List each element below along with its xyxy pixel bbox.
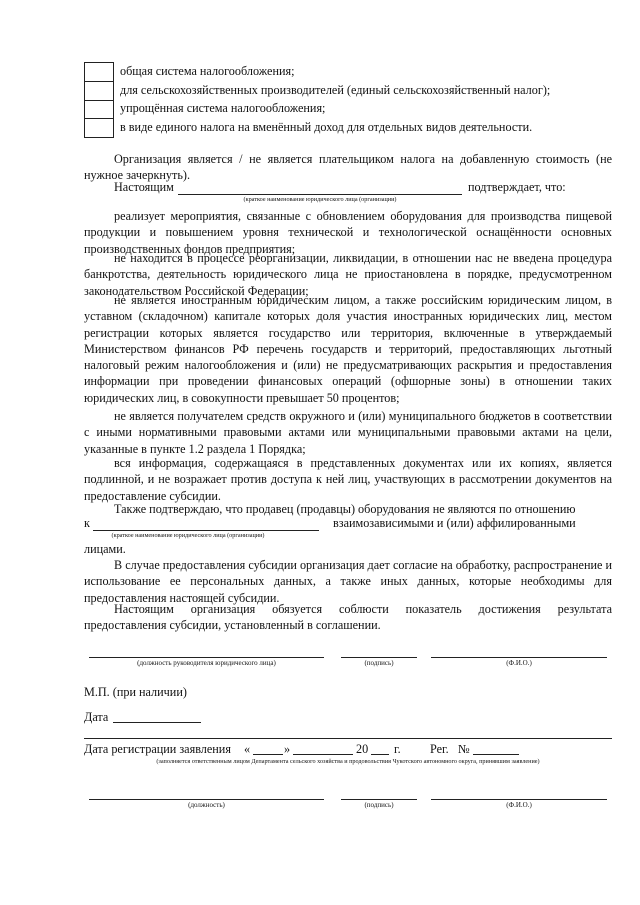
seller-suffix: взаимозависимыми и (или) аффилированными: [333, 516, 576, 530]
organization-name-field[interactable]: [178, 180, 462, 195]
registration-reg-label: Рег.: [430, 742, 449, 756]
seller-name-field[interactable]: [93, 516, 319, 531]
registration-year-suffix: г.: [394, 742, 401, 756]
paragraph-obligation: Настоящим организация обязуется соблюсти показатель достижения результата предоставления субсидии, установленный в соглашении.: [84, 602, 612, 633]
seller-prefix: к: [84, 516, 90, 530]
officer-signature-caption: (подпись): [364, 801, 394, 809]
date-field[interactable]: [113, 709, 201, 723]
tax-option-label-3: упрощённая система налогообложения;: [120, 101, 326, 115]
paragraph-modernization: реализует мероприятия, связанные с обновлением оборудования для производства пищевой продукции и повышением уровня технической и технологической оснащённости основных производственных фондов предприятия;: [84, 209, 612, 256]
registration-open-quote: «: [244, 742, 251, 756]
tax-option-checkbox-3[interactable]: [84, 100, 114, 120]
officer-name-field[interactable]: [431, 787, 607, 800]
registration-number-field[interactable]: [473, 741, 519, 755]
tax-option-label-4: в виде единого налога на вменённый доход для отдельных видов деятельности.: [120, 120, 533, 134]
director-name-caption: (Ф.И.О.): [506, 659, 532, 667]
seller-end: лицами.: [84, 542, 126, 556]
paragraph-not-budget-recipient: не является получателем средств окружного и (или) муниципального бюджетов в соответствии с иными нормативными правовыми актами или муниципальными правовыми актами на цели, указанные в пункте 1.2 раздела 1 Порядка;: [84, 409, 612, 456]
paragraph-seller: Также подтверждаю, что продавец (продавцы) оборудования не являются по отношению: [114, 502, 576, 516]
paragraph-not-foreign: не является иностранным юридическим лицом, а также российским юридическим лицом, в уставном (складочном) капитале которых доля участия иностранных юридических лиц, местом регистрации которых является государство или территория, включенные в утверждаемый Министерством финансов РФ перечень государств и территорий, предоставляющих льготный налоговый режим налогообложения и (или) не предусматривающих раскрытия и предоставления информации при проведении финансовых операций (офшорные зоны) в отношении таких юридических лиц, в совокупности превышает 50 процентов;: [84, 293, 612, 405]
director-position-field[interactable]: [89, 645, 324, 658]
tax-option-checkbox-4[interactable]: [84, 118, 114, 138]
stamp-label: М.П. (при наличии): [84, 685, 187, 699]
tax-option-checkbox-1[interactable]: [84, 62, 114, 82]
registration-day-field[interactable]: [253, 741, 283, 755]
paragraph-consent: В случае предоставления субсидии организация дает согласие на обработку, распространение и использование ее персональных данных, а также иных данных, которые необходимы для предоставления настоящей субсидии.: [84, 558, 612, 605]
registration-label: Дата регистрации заявления: [84, 742, 231, 756]
confirm-suffix: подтверждает, что:: [468, 180, 566, 194]
seller-name-caption: (краткое наименование юридического лица (организации): [111, 532, 265, 539]
officer-position-field[interactable]: [89, 787, 324, 800]
organization-name-caption: (краткое наименование юридического лица (организации): [243, 196, 397, 203]
registration-year-field[interactable]: [371, 741, 389, 755]
registration-separator: [84, 738, 612, 739]
officer-name-caption: (Ф.И.О.): [506, 801, 532, 809]
director-signature-field[interactable]: [341, 645, 417, 658]
tax-option-checkbox-2[interactable]: [84, 81, 114, 101]
officer-position-caption: (должность): [188, 801, 225, 809]
registration-close-quote: »: [284, 742, 291, 756]
tax-option-label-2: для сельскохозяйственных производителей (единый сельскохозяйственный налог);: [120, 83, 551, 97]
paragraph-info-authentic: вся информация, содержащаяся в представленных документах или их копиях, является подлинной, и не возражает против доступа к ней лиц, участвующих в рассмотрении документов на предоставление субсидии.: [84, 456, 612, 503]
director-signature-caption: (подпись): [364, 659, 394, 667]
registration-month-field[interactable]: [293, 741, 353, 755]
paragraph-no-reorganization: не находится в процессе реорганизации, ликвидации, в отношении нас не введена процедура банкротства, деятельность юридического лица не приостановлена в порядке, предусмотренном законодательством Российской Федерации;: [84, 251, 612, 298]
registration-year-prefix: 20: [356, 742, 369, 756]
date-label: Дата: [84, 710, 109, 724]
vat-statement: Организация является / не является плательщиком налога на добавленную стоимость (не нужное зачеркнуть).: [84, 152, 612, 183]
registration-number-sign: №: [458, 742, 470, 756]
director-position-caption: (должность руководителя юридического лица): [137, 659, 276, 667]
officer-signature-field[interactable]: [341, 787, 417, 800]
registration-note: (заполняется ответственным лицом Департамента сельского хозяйства и продовольствия Чукотского автономного округа, принявшим заявление): [156, 758, 540, 765]
confirm-prefix: Настоящим: [114, 180, 174, 194]
tax-option-label-1: общая система налогообложения;: [120, 64, 295, 78]
director-name-field[interactable]: [431, 645, 607, 658]
